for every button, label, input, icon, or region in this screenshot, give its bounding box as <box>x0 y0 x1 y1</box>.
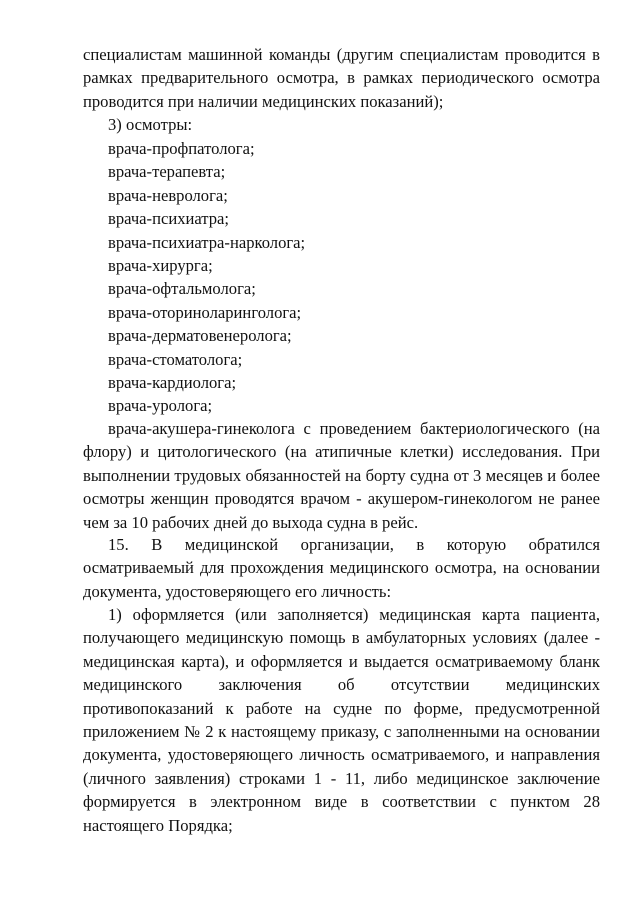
paragraph-15: 15. В медицинской организации, в которую обратился осматриваемый для прохождения медицинского осмотра, на основании документа, удостоверяющего его личность: <box>83 535 600 601</box>
list-item: врача-хирурга; <box>108 256 213 276</box>
list-item: врача-кардиолога; <box>108 373 237 393</box>
list-item: врача-дерматовенеролога; <box>108 326 292 346</box>
list-item: врача-невролога; <box>108 185 228 205</box>
list-item: врача-офтальмолога; <box>108 279 256 299</box>
paragraph-machine-crew: специалистам машинной команды (другим специалистам проводится в рамках предварительного осмотра, в рамках периодического осмотра проводится при наличии медицинских показаний); <box>83 45 600 111</box>
list-item: врача-психиатра; <box>108 209 230 229</box>
list-item: врача-профпатолога; <box>108 139 255 158</box>
list-item: врача-терапевта; <box>108 162 226 182</box>
paragraph-15-1: 1) оформляется (или заполняется) медицинская карта пациента, получающего медицинскую помощь в амбулаторных условиях (далее - медицинская карта), и оформляется и выдается осматриваемому бланк медицинского заключения об отсутствии медицинских противопоказаний к работе на судне по форме, предусмотренной приложением № 2 к настоящему приказу, с заполненными на основании документа, удостоверяющего личность осматриваемого, и направления (личного заявления) строками 1 - 11, либо медицинское заключение формируется в электронном виде в соответствии с пунктом 28 настоящего Порядка; <box>83 605 600 835</box>
item-3-heading: 3) осмотры: <box>108 115 193 134</box>
list-item: врача-оториноларинголога; <box>108 302 302 322</box>
doctor-exams-list <box>108 137 305 418</box>
list-item: врача-психиатра-нарколога; <box>108 232 306 252</box>
paragraph-gynecologist: врача-акушера-гинеколога с проведением бактериологического (на флору) и цитологического (на атипичные клетки) исследования. При выполнении трудовых обязанностей на борту судна от 3 месяцев и более осмотры женщин проводятся врачом - акушером-гинекологом не ранее чем за 10 рабочих дней до выхода судна в рейс. <box>83 419 600 532</box>
list-item: врача-уролога; <box>108 396 213 416</box>
list-item: врача-стоматолога; <box>108 349 243 369</box>
